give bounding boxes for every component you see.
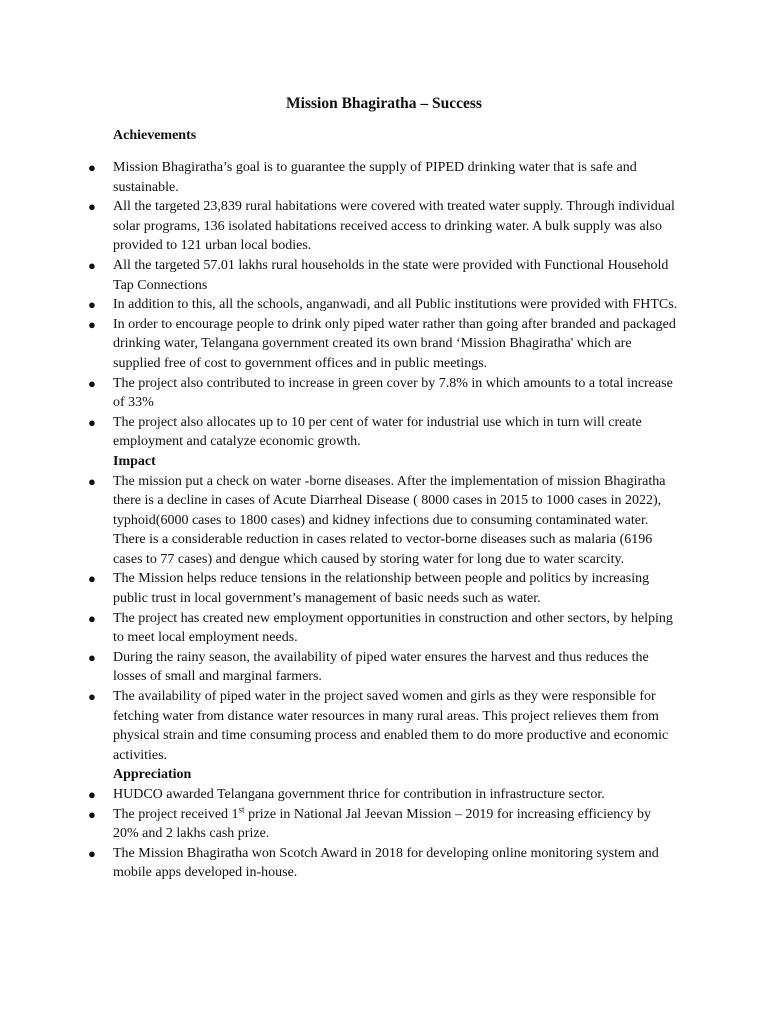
list-item-text: The availability of piped water in the project saved women and girls as they were responsible for fetching water from distance water resources in many rural areas. This project relieves them from physical strain and time consuming process and enabled them to do more productive and economic activities. <box>113 689 669 763</box>
list-item <box>0 785 680 805</box>
achievements-heading: Achievements <box>113 128 197 143</box>
list-item <box>0 844 680 883</box>
appreciation-heading: Appreciation <box>113 767 192 783</box>
bullet-icon: ● <box>88 414 96 430</box>
bullet-icon: ● <box>88 689 96 705</box>
list-item-text: The project also contributed to increase in green cover by 7.8% in which amounts to a total increase of 33% <box>113 375 673 411</box>
bullet-icon: ● <box>88 473 96 489</box>
document-body <box>0 158 768 883</box>
list-item-text: All the targeted 23,839 rural habitations were covered with treated water supply. Through individual solar programs, 136 isolated habitations received access to drinking water. A bulk supply was also provided to 121 urban local bodies. <box>113 199 675 254</box>
list-item <box>0 609 680 648</box>
list-item-text-suffix: prize in National Jal Jeevan Mission – 2019 for increasing efficiency by 20% and 2 lakhs cash prize. <box>113 806 651 842</box>
list-item <box>0 256 680 295</box>
bullet-icon: ● <box>88 257 96 273</box>
list-item-text: All the targeted 57.01 lakhs rural households in the state were provided with Functional Household Tap Connections <box>113 257 669 293</box>
bullet-icon: ● <box>88 571 96 587</box>
impact-heading: Impact <box>113 453 156 469</box>
list-item-text: HUDCO awarded Telangana government thrice for contribution in infrastructure sector. <box>113 787 605 802</box>
bullet-icon: ● <box>88 199 96 215</box>
list-item <box>0 374 680 413</box>
list-item <box>0 295 680 315</box>
list-item-text: The Mission helps reduce tensions in the relationship between people and politics by increasing public trust in local government’s management of basic needs such as water. <box>113 571 650 607</box>
bullet-icon: ● <box>88 610 96 626</box>
bullet-icon: ● <box>88 806 96 822</box>
list-item <box>0 315 680 374</box>
ordinal-suffix: st <box>238 803 245 814</box>
bullet-icon: ● <box>88 297 96 313</box>
list-item <box>0 648 680 687</box>
list-item-text: The project has created new employment opportunities in construction and other sectors, by helping to meet local employment needs. <box>113 610 673 646</box>
document-title: Mission Bhagiratha – Success <box>286 95 482 112</box>
list-item-text: The Mission Bhagiratha won Scotch Award in 2018 for developing online monitoring system and mobile apps developed in-house. <box>113 845 659 881</box>
bullet-icon: ● <box>88 375 96 391</box>
list-item-text: In order to encourage people to drink only piped water rather than going after branded and packaged drinking water, Telangana government created its own brand ‘Mission Bhagiratha' which are supplied free of cost to government offices and in public meetings. <box>113 316 676 371</box>
list-item-text: The project also allocates up to 10 per cent of water for industrial use which in turn will create employment and catalyze economic growth. <box>113 414 642 450</box>
list-item-text: The mission put a check on water -borne diseases. After the implementation of mission Bhagiratha there is a decline in cases of Acute Diarrheal Disease ( 8000 cases in 2015 to 1000 cases in 2022), typhoid(6000 cases to 1800 cases) and kidney infections due to consuming contaminated water. There is a considerable reduction in cases related to vector-borne diseases such as malaria (6196 cases to 77 cases) and dengue which caused by storing water for long due to water scarcity. <box>113 473 666 567</box>
bullet-icon: ● <box>88 316 96 332</box>
list-item <box>0 805 680 844</box>
list-item <box>0 158 680 197</box>
bullet-icon: ● <box>88 160 96 175</box>
achievements-list <box>0 158 768 452</box>
list-item <box>0 472 680 570</box>
list-item-text: During the rainy season, the availability of piped water ensures the harvest and thus reduces the losses of small and marginal farmers. <box>113 649 649 685</box>
list-item <box>0 197 680 256</box>
list-item <box>0 687 680 765</box>
appreciation-list <box>0 785 768 883</box>
bullet-icon: ● <box>88 787 96 802</box>
bullet-icon: ● <box>88 649 96 665</box>
list-item-text: Mission Bhagiratha’s goal is to guarantee the supply of PIPED drinking water that is safe and sustainable. <box>113 160 637 195</box>
list-item-text-prefix: The project received 1 <box>113 806 239 822</box>
list-item <box>0 569 680 608</box>
list-item-text: In addition to this, all the schools, anganwadi, and all Public institutions were provided with FHTCs. <box>113 297 678 313</box>
list-item <box>0 413 680 452</box>
impact-list <box>0 472 768 766</box>
bullet-icon: ● <box>88 845 96 861</box>
